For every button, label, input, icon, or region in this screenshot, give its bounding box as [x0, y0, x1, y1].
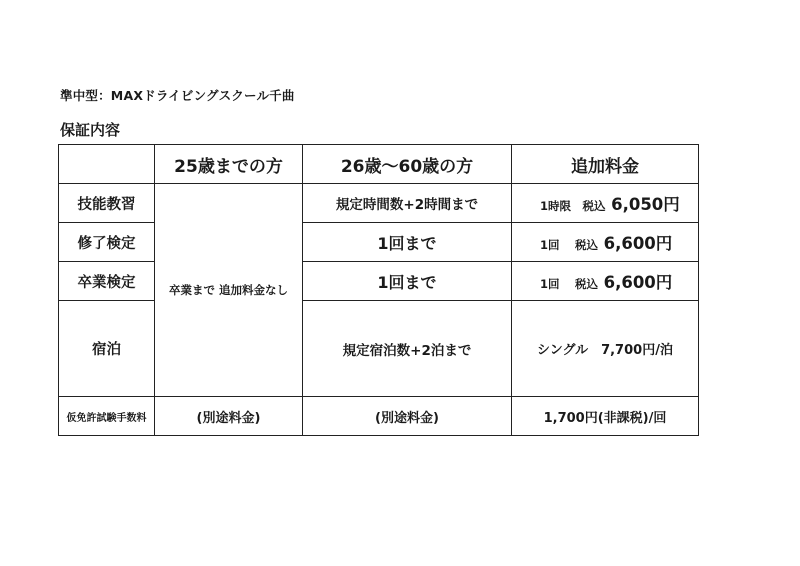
cell-provisional-26-60: (別途料金)	[303, 397, 512, 436]
school-name-line: 準中型：MAXドライビングスクール千曲	[60, 88, 295, 103]
guarantee-table	[58, 144, 699, 436]
cell-completion-exam-fee	[512, 223, 699, 262]
row-label-provisional-fee: 仮免許試験手数料	[59, 397, 155, 436]
cell-lodging-fee: シングル 7,700円/泊	[512, 301, 699, 397]
cell-completion-exam-26-60: 1回まで	[303, 223, 512, 262]
cell-graduation-exam-26-60: 1回まで	[303, 262, 512, 301]
table-header-row	[59, 145, 699, 184]
header-age-25-under: 25歳までの方	[155, 145, 303, 184]
fee-prefix: 1回 税込	[540, 238, 599, 252]
table-row	[59, 184, 699, 223]
fee-amount: 6,600円	[603, 273, 673, 292]
table-row	[59, 397, 699, 436]
row-label-completion-exam: 修了検定	[59, 223, 155, 262]
row-label-graduation-exam: 卒業検定	[59, 262, 155, 301]
fee-amount: 6,600円	[603, 234, 673, 253]
cell-skill-lesson-fee	[512, 184, 699, 223]
cell-lodging-26-60: 規定宿泊数+2泊まで	[303, 301, 512, 397]
fee-prefix: 1回 税込	[540, 277, 599, 291]
cell-provisional-under-25: (別途料金)	[155, 397, 303, 436]
fee-amount: 6,050円	[611, 195, 680, 214]
cell-skill-lesson-26-60: 規定時間数+2時間まで	[303, 184, 512, 223]
fee-prefix: 1時限 税込	[540, 199, 606, 213]
header-age-26-60: 26歳～60歳の方	[303, 145, 512, 184]
cell-provisional-fee: 1,700円(非課税)/回	[512, 397, 699, 436]
row-label-skill-lesson: 技能教習	[59, 184, 155, 223]
section-title: 保証内容	[60, 121, 121, 139]
header-additional-fee: 追加料金	[512, 145, 699, 184]
header-blank-cell	[59, 145, 155, 184]
cell-graduation-exam-fee	[512, 262, 699, 301]
merged-under-25-cell: 卒業まで 追加料金なし	[155, 184, 303, 397]
row-label-lodging: 宿泊	[59, 301, 155, 397]
